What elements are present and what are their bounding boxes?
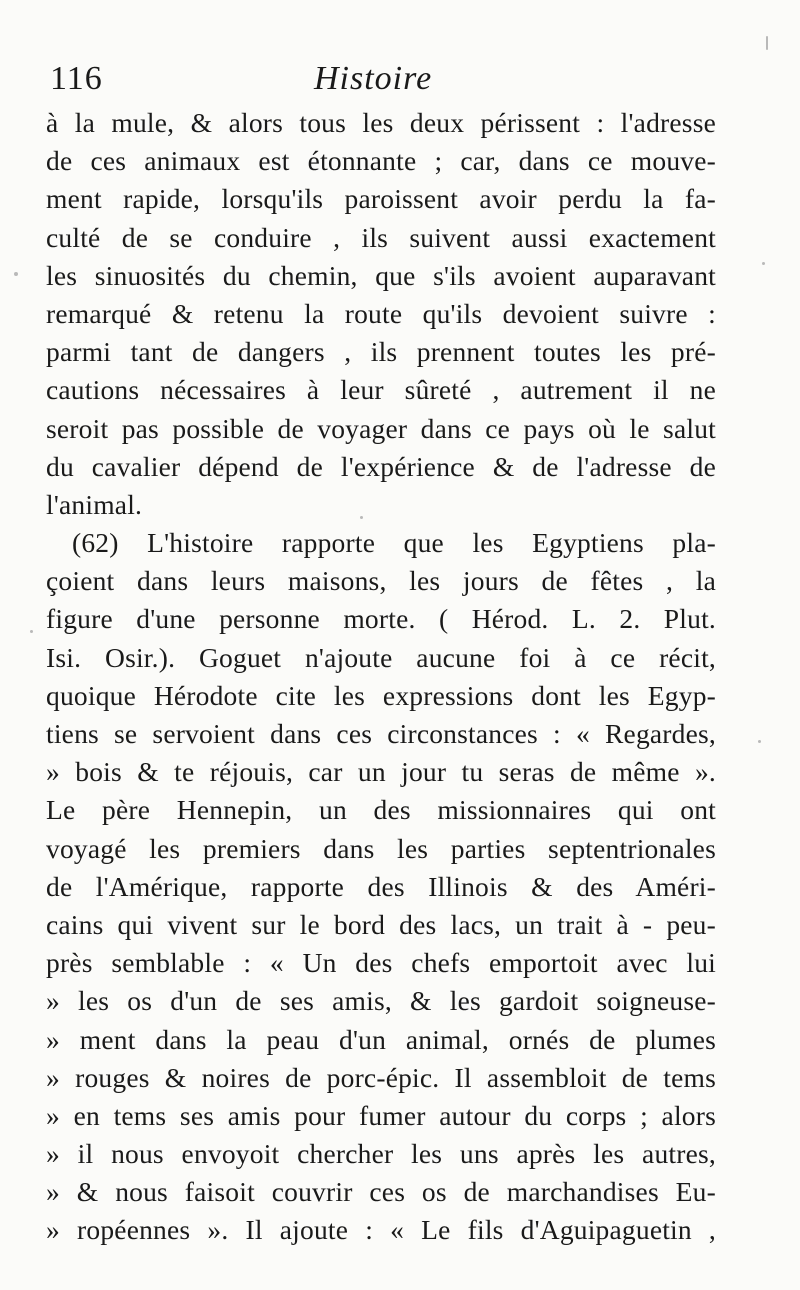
- text-line: » ropéennes ». Il ajoute : « Le fils d'Aguipaguetin ,: [46, 1214, 716, 1246]
- text-line: quoique Hérodote cite les expressions dont les Egyp-: [46, 679, 716, 711]
- page-number: 116: [50, 60, 103, 97]
- paper-speck: [766, 36, 768, 50]
- text-line: cautions nécessaires à leur sûreté , autrement il ne: [46, 374, 716, 406]
- running-title: Histoire: [314, 60, 433, 97]
- page-header: [44, 60, 724, 110]
- paper-speck: [360, 516, 363, 519]
- body-text: [46, 104, 716, 1250]
- text-line: du cavalier dépend de l'expérience & de l'adresse de: [46, 450, 716, 482]
- text-line: cains qui vivent sur le bord des lacs, un trait à - peu-: [46, 908, 716, 940]
- paper-speck: [758, 740, 761, 743]
- text-line: » les os d'un de ses amis, & les gardoit soigneuse-: [46, 985, 716, 1017]
- paper-speck: [14, 272, 18, 276]
- text-line: » ment dans la peau d'un animal, ornés de plumes: [46, 1023, 716, 1055]
- text-line: l'animal.: [46, 488, 143, 520]
- text-line: de ces animaux est étonnante ; car, dans ce mouve-: [46, 145, 716, 177]
- text-line: » & nous faisoit couvrir ces os de marchandises Eu-: [46, 1176, 716, 1208]
- paper-speck: [762, 262, 765, 265]
- text-line: les sinuosités du chemin, que s'ils avoient auparavant: [46, 259, 716, 291]
- text-line: de l'Amérique, rapporte des Illinois & des Améri-: [46, 870, 716, 902]
- text-line: voyagé les premiers dans les parties septentrionales: [46, 832, 716, 864]
- text-line: remarqué & retenu la route qu'ils devoient suivre :: [46, 297, 716, 329]
- text-line: Le père Hennepin, un des missionnaires qui ont: [46, 794, 716, 826]
- text-line: à la mule, & alors tous les deux périssent : l'adresse: [46, 107, 716, 138]
- text-line: » en tems ses amis pour fumer autour du corps ; alors: [46, 1099, 716, 1131]
- text-line: (62) L'histoire rapporte que les Egyptiens pla-: [72, 527, 716, 559]
- text-line: Isi. Osir.). Goguet n'ajoute aucune foi à ce récit,: [46, 641, 716, 673]
- text-line: » rouges & noires de porc-épic. Il assembloit de tems: [46, 1061, 716, 1093]
- text-line: seroit pas possible de voyager dans ce pays où le salut: [46, 412, 716, 444]
- text-line: » il nous envoyoit chercher les uns après les autres,: [46, 1138, 716, 1170]
- text-line: çoient dans leurs maisons, les jours de fêtes , la: [46, 565, 716, 597]
- paper-speck: [30, 630, 33, 633]
- text-line: » bois & te réjouis, car un jour tu seras de même ».: [46, 756, 716, 788]
- text-line: culté de se conduire , ils suivent aussi exactement: [46, 221, 716, 253]
- text-line: ment rapide, lorsqu'ils paroissent avoir perdu la fa-: [46, 183, 716, 215]
- text-line: parmi tant de dangers , ils prennent toutes les pré-: [46, 336, 716, 368]
- text-line: figure d'une personne morte. ( Hérod. L. 2. Plut.: [46, 603, 716, 635]
- text-line: près semblable : « Un des chefs emportoit avec lui: [46, 947, 716, 979]
- text-line: tiens se servoient dans ces circonstances : « Regardes,: [46, 718, 716, 749]
